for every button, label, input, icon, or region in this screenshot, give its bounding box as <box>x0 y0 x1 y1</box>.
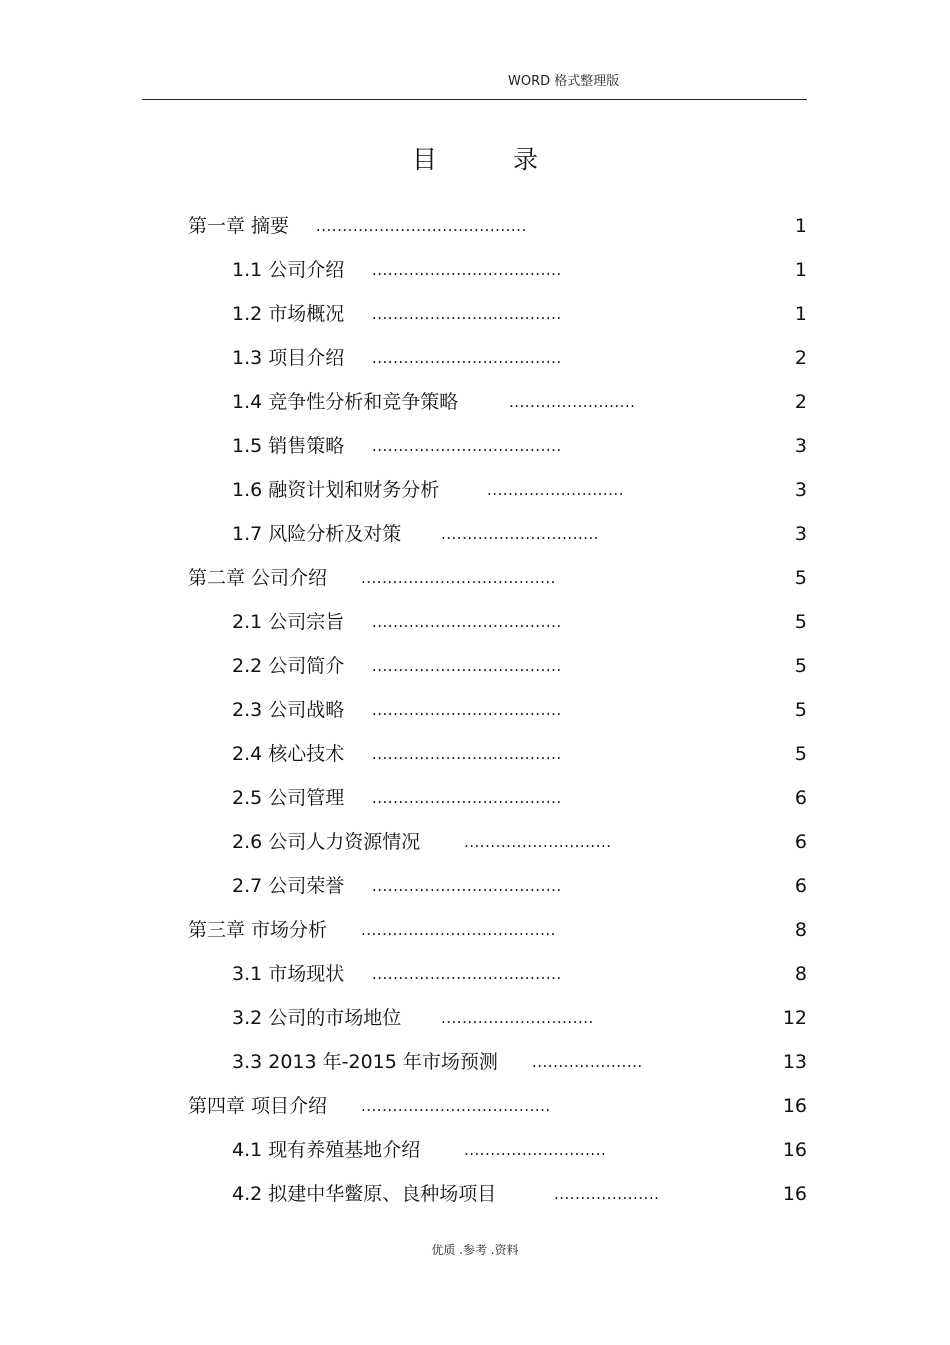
toc-entry-label: 2.5 公司管理 <box>232 787 345 809</box>
toc-leader-dots: .................................... <box>372 349 562 367</box>
toc-entry-label: 3.1 市场现状 <box>232 963 345 985</box>
toc-entry-label: 第三章 市场分析 <box>188 919 328 941</box>
toc-leader-dots: ........................... <box>464 1141 607 1159</box>
toc-page-number: 5 <box>794 567 807 589</box>
toc-page-number: 5 <box>794 655 807 677</box>
toc-leader-dots: .................... <box>554 1185 660 1203</box>
toc-entry-label: 1.3 项目介绍 <box>232 347 345 369</box>
toc-leader-dots: ........................................ <box>316 217 527 235</box>
toc-entry-label: 2.3 公司战略 <box>232 699 345 721</box>
toc-leader-dots: .................................... <box>372 305 562 323</box>
toc-entry-label: 1.5 销售策略 <box>232 435 345 457</box>
toc-entry-label: 2.4 核心技术 <box>232 743 345 765</box>
toc-entry-label: 1.1 公司介绍 <box>232 259 345 281</box>
toc-page-number: 13 <box>782 1051 807 1073</box>
page-footer-text: 优质 .参考 .资料 <box>431 1243 519 1257</box>
toc-entry-label: 3.2 公司的市场地位 <box>232 1007 402 1029</box>
toc-leader-dots: .................................... <box>372 437 562 455</box>
toc-leader-dots: .................................... <box>372 877 562 895</box>
toc-leader-dots: .................................... <box>361 1097 551 1115</box>
toc-entry-label: 1.4 竞争性分析和竞争策略 <box>232 391 459 413</box>
toc-entry-label: 第四章 项目介绍 <box>188 1095 328 1117</box>
toc-entry-label: 4.2 拟建中华鳖原、良种场项目 <box>232 1183 497 1205</box>
toc-leader-dots: .................................... <box>372 745 562 763</box>
toc-leader-dots: ........................ <box>509 393 636 411</box>
toc-entry-label: 1.2 市场概况 <box>232 303 345 325</box>
toc-page-number: 6 <box>794 787 807 809</box>
toc-page-number: 5 <box>794 611 807 633</box>
toc-entry-label: 1.6 融资计划和财务分析 <box>232 479 440 501</box>
toc-page-number: 2 <box>794 391 807 413</box>
toc-page-number: 16 <box>782 1095 807 1117</box>
toc-leader-dots: ..................................... <box>361 569 556 587</box>
toc-leader-dots: .................................... <box>372 613 562 631</box>
toc-page-number: 3 <box>794 435 807 457</box>
toc-leader-dots: .................................... <box>372 261 562 279</box>
toc-leader-dots: .................................... <box>372 701 562 719</box>
toc-title: 目 录 <box>412 145 572 174</box>
toc-page-number: 16 <box>782 1139 807 1161</box>
toc-page-number: 6 <box>794 875 807 897</box>
toc-leader-dots: .................................... <box>372 657 562 675</box>
toc-entry-label: 2.1 公司宗旨 <box>232 611 345 633</box>
toc-entry-label: 第二章 公司介绍 <box>188 567 328 589</box>
toc-leader-dots: .................................... <box>372 965 562 983</box>
toc-entry-label: 2.2 公司简介 <box>232 655 345 677</box>
toc-page-number: 5 <box>794 743 807 765</box>
toc-entry-label: 2.7 公司荣誉 <box>232 875 345 897</box>
toc-leader-dots: ............................ <box>464 833 612 851</box>
toc-leader-dots: .............................. <box>441 525 600 543</box>
toc-leader-dots: .......................... <box>487 481 624 499</box>
toc-page-number: 5 <box>794 699 807 721</box>
toc-entry-label: 2.6 公司人力资源情况 <box>232 831 421 853</box>
toc-leader-dots: ............................. <box>441 1009 594 1027</box>
toc-entry-label: 3.3 2013 年-2015 年市场预测 <box>232 1051 498 1073</box>
toc-page-number: 3 <box>794 479 807 501</box>
toc-entry-label: 第一章 摘要 <box>188 215 290 237</box>
toc-entry-label: 1.7 风险分析及对策 <box>232 523 402 545</box>
toc-page-number: 1 <box>794 215 807 237</box>
toc-page-number: 2 <box>794 347 807 369</box>
toc-page-number: 3 <box>794 523 807 545</box>
toc-page-number: 8 <box>794 919 807 941</box>
toc-entry-label: 4.1 现有养殖基地介绍 <box>232 1139 421 1161</box>
toc-page-number: 8 <box>794 963 807 985</box>
toc-page-number: 1 <box>794 259 807 281</box>
toc-page-number: 12 <box>782 1007 807 1029</box>
toc-page-number: 16 <box>782 1183 807 1205</box>
page-header-text: WORD 格式整理版 <box>508 74 620 89</box>
toc-leader-dots: ..................... <box>532 1053 643 1071</box>
toc-page-number: 1 <box>794 303 807 325</box>
toc-leader-dots: ..................................... <box>361 921 556 939</box>
toc-page-number: 6 <box>794 831 807 853</box>
toc-leader-dots: .................................... <box>372 789 562 807</box>
